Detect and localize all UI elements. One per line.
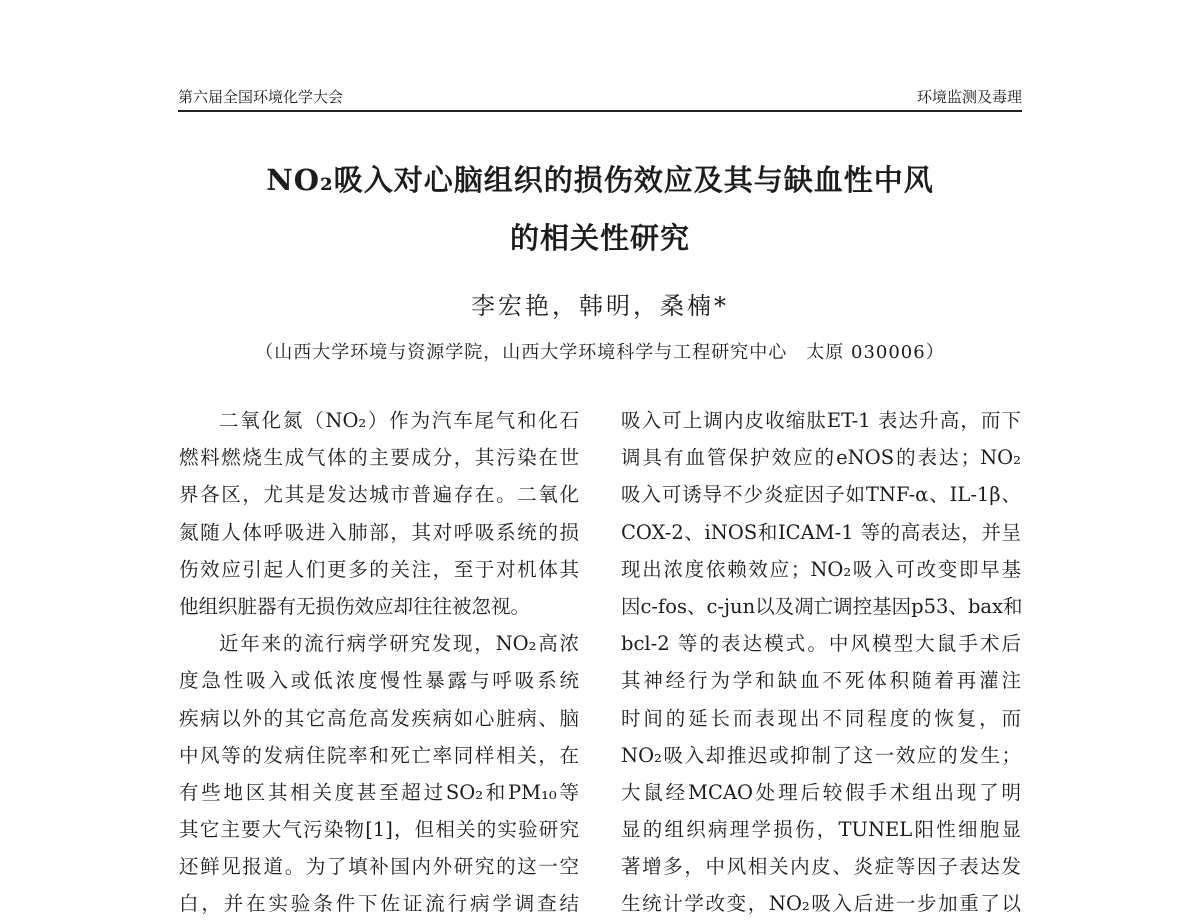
text-line: 伤效应引起人们更多的关注，至于对机体其 [179, 557, 579, 581]
text-line: 著增多，中风相关内皮、炎症等因子表达发 [621, 855, 1021, 879]
conference-name: 第六届全国环境化学大会 [178, 88, 344, 106]
body-column-right [621, 402, 1021, 923]
text-line: 氮随人体呼吸进入肺部，其对呼吸系统的损 [179, 520, 579, 544]
text-line: 吸入可上调内皮收缩肽ET-1 表达升高，而下 [621, 409, 1021, 432]
section-name: 环境监测及毒理 [916, 88, 1022, 106]
text-line: 现出浓度依赖效应；NO₂吸入可改变即早基 [621, 557, 1021, 581]
text-line: 疾病以外的其它高危高发疾病如心脏病、脑 [179, 706, 579, 730]
text-line: 生统计学改变，NO₂吸入后进一步加重了以 [621, 892, 1021, 916]
running-header [178, 86, 1022, 112]
text-line: 显的组织病理学损伤，TUNEL阳性细胞显 [621, 818, 1021, 842]
text-line: COX-2、iNOS和ICAM-1 等的高表达，并呈 [621, 520, 1021, 544]
text-line: 近年来的流行病学研究发现，NO₂高浓 [219, 632, 579, 656]
text-line: 大鼠经MCAO处理后较假手术组出现了明 [621, 780, 1021, 804]
paper-title-line-2: 的相关性研究 [509, 221, 690, 255]
text-line: 还鲜见报道。为了填补国内外研究的这一空 [179, 855, 579, 879]
text-line: 界各区，尤其是发达城市普遍存在。二氧化 [179, 483, 579, 507]
author-list: 李宏艳，韩明，桑楠* [471, 292, 729, 320]
body-column-left [179, 402, 579, 923]
text-line: 其它主要大气污染物[1]，但相关的实验研究 [179, 818, 579, 842]
text-line: 度急性吸入或低浓度慢性暴露与呼吸系统 [179, 669, 579, 693]
text-line: 其神经行为学和缺血不死体积随着再灌注 [621, 669, 1021, 693]
text-line: 中风等的发病住院率和死亡率同样相关，在 [179, 743, 579, 767]
paper-title-line-1: NO₂吸入对心脑组织的损伤效应及其与缺血性中风 [266, 163, 934, 197]
text-line: 调具有血管保护效应的eNOS的表达；NO₂ [621, 446, 1021, 470]
text-line: 他组织脏器有无损伤效应却往往被忽视。 [179, 594, 531, 618]
text-line: 因c-fos、c-jun以及凋亡调控基因p53、bax和 [621, 594, 1023, 618]
affiliation: （山西大学环境与资源学院，山西大学环境科学与工程研究中心 太原 030006） [255, 342, 945, 363]
text-line: 白，并在实验条件下佐证流行病学调查结 [179, 892, 579, 916]
text-line: 有些地区其相关度甚至超过SO₂和PM₁₀等 [179, 780, 579, 804]
text-line: NO₂吸入却推迟或抑制了这一效应的发生； [621, 743, 1021, 767]
text-line: 二氧化氮（NO₂）作为汽车尾气和化石 [219, 409, 579, 432]
text-line: 时间的延长而表现出不同程度的恢复，而 [621, 706, 1021, 730]
text-line: bcl-2 等的表达模式。中风模型大鼠手术后 [621, 632, 1021, 656]
text-line: 吸入可诱导不少炎症因子如TNF-α、IL-1β、 [621, 483, 1021, 507]
text-line: 燃料燃烧生成气体的主要成分，其污染在世 [179, 446, 579, 470]
